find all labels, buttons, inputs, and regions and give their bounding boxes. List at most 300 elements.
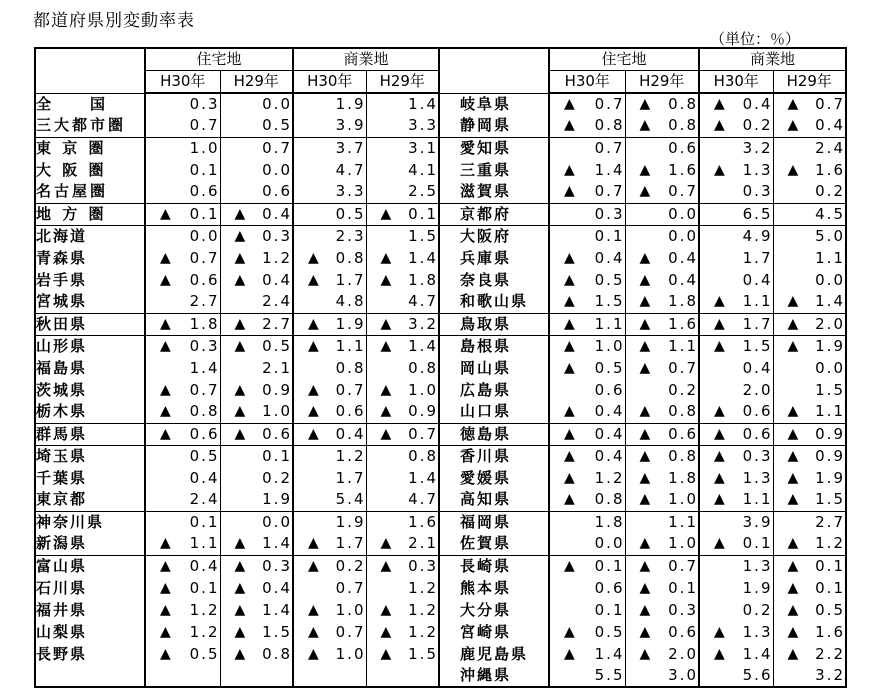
negative-marker: ▲ (639, 469, 651, 486)
negative-marker: ▲ (564, 161, 575, 178)
rate-cell-c30 (293, 665, 366, 687)
rate-cell-c29: 0.8 (366, 357, 439, 379)
rate-value: 1.1 (742, 292, 773, 311)
rate-value: 1.0 (668, 490, 698, 509)
region-name: 東京都 (36, 490, 88, 509)
rate-value: 0.3 (408, 556, 438, 575)
region-name: 群馬県 (35, 423, 145, 445)
rate-value: 2.7 (262, 314, 292, 333)
rate-cell-r30: 0.1 (145, 159, 220, 181)
rate-cell-r30 (549, 423, 625, 445)
left-com-h29-header: H29年 (366, 71, 439, 94)
table-row (35, 247, 846, 269)
table-row (35, 203, 846, 225)
rate-cell-r30 (145, 643, 220, 665)
negative-marker: ▲ (234, 645, 246, 662)
rate-cell-r29: 2.4 (220, 291, 293, 313)
rate-cell-c29: 4.7 (366, 489, 439, 511)
rate-value: 0.1 (815, 556, 845, 575)
right-res-h30-header: H30年 (549, 71, 625, 94)
rate-cell-r29 (625, 489, 699, 511)
rate-value: 1.2 (594, 468, 625, 487)
rate-cell-c30: 0.5 (293, 203, 366, 225)
negative-marker: ▲ (564, 271, 575, 288)
negative-marker: ▲ (160, 425, 171, 442)
rate-value: 1.0 (262, 402, 292, 421)
rate-cell-c30: 3.2 (699, 137, 773, 159)
region-name: 兵庫県 (439, 247, 549, 269)
negative-marker: ▲ (714, 645, 725, 662)
negative-marker: ▲ (308, 403, 319, 420)
rate-cell-c29: 3.2 (773, 665, 846, 687)
rate-value: 1.8 (189, 314, 220, 333)
rate-value: 1.5 (742, 336, 773, 355)
region-name: 山梨県 (36, 622, 88, 641)
rate-cell-r29 (625, 357, 699, 379)
negative-marker: ▲ (160, 579, 171, 596)
rate-value: 1.2 (189, 600, 220, 619)
negative-marker: ▲ (787, 557, 799, 574)
negative-marker: ▲ (564, 645, 575, 662)
rate-cell-r29 (625, 335, 699, 357)
table-row (35, 423, 846, 445)
rate-value: 0.1 (189, 204, 220, 223)
rate-cell-r29: 0.6 (220, 181, 293, 203)
rate-value: 0.4 (189, 556, 220, 575)
rate-cell-r30 (549, 247, 625, 269)
rate-cell-r29: 0.7 (220, 137, 293, 159)
rate-value: 2.0 (668, 644, 698, 663)
rate-cell-r29 (220, 533, 293, 555)
negative-marker: ▲ (380, 623, 392, 640)
rate-cell-c30: 1.7 (293, 467, 366, 489)
rate-cell-r30 (549, 555, 625, 577)
rate-value: 1.4 (262, 534, 292, 553)
rate-value: 1.7 (742, 314, 773, 333)
negative-marker: ▲ (564, 447, 575, 464)
negative-marker: ▲ (234, 557, 246, 574)
rate-value: 1.1 (668, 336, 698, 355)
negative-marker: ▲ (234, 623, 246, 640)
rate-value: 0.5 (594, 358, 625, 377)
corner-cell-right (439, 48, 549, 93)
rate-value: 0.6 (262, 424, 292, 443)
left-res-h30-header: H30年 (145, 71, 220, 94)
rate-cell-r30: 0.5 (145, 445, 220, 467)
negative-marker: ▲ (564, 557, 575, 574)
rate-value: 0.8 (668, 95, 698, 113)
rate-cell-r30 (549, 445, 625, 467)
table-row (35, 401, 846, 423)
left-res-h29-header: H29年 (220, 71, 293, 94)
rate-cell-r30: 0.7 (145, 115, 220, 137)
negative-marker: ▲ (380, 249, 392, 266)
rate-value: 0.1 (408, 204, 438, 223)
region-name: 青森県 (36, 248, 88, 267)
unit-label: （単位：％） (710, 30, 801, 48)
rate-cell-c29: 2.7 (773, 511, 846, 533)
rate-cell-c29 (366, 665, 439, 687)
negative-marker: ▲ (234, 271, 246, 288)
rate-cell-r29 (625, 467, 699, 489)
rate-cell-r30 (549, 269, 625, 291)
negative-marker: ▲ (787, 403, 799, 420)
rate-cell-r30 (549, 159, 625, 181)
rate-value: 1.4 (408, 336, 438, 355)
rate-cell-r30 (549, 181, 625, 203)
left-commercial-header: 商業地 (293, 48, 439, 71)
negative-marker: ▲ (160, 249, 171, 266)
rate-cell-r29 (625, 247, 699, 269)
rate-cell-c30 (699, 533, 773, 555)
rate-cell-c30: 0.8 (293, 357, 366, 379)
negative-marker: ▲ (234, 249, 246, 266)
rate-cell-c29 (773, 467, 846, 489)
rate-cell-c29 (773, 599, 846, 621)
rate-cell-r30 (145, 269, 220, 291)
negative-marker: ▲ (564, 183, 575, 200)
rate-cell-r30: 0.6 (549, 379, 625, 401)
rate-value: 1.1 (742, 490, 773, 509)
rate-cell-c29: 1.6 (366, 511, 439, 533)
rate-cell-r30: 0.7 (549, 137, 625, 159)
negative-marker: ▲ (308, 601, 319, 618)
rate-cell-c29 (773, 159, 846, 181)
negative-marker: ▲ (308, 425, 319, 442)
negative-marker: ▲ (380, 645, 392, 662)
rate-value: 0.4 (742, 95, 773, 113)
table-row (35, 379, 846, 401)
rate-cell-c29 (366, 379, 439, 401)
region-name: 秋田県 (35, 313, 145, 335)
rate-cell-c30: 1.9 (293, 511, 366, 533)
rate-cell-c29 (366, 313, 439, 335)
region-name: 大阪府 (439, 225, 549, 247)
rate-value: 0.4 (335, 424, 366, 443)
rate-cell-r30 (549, 357, 625, 379)
negative-marker: ▲ (787, 645, 799, 662)
rate-cell-c30: 0.4 (699, 357, 773, 379)
table-body (35, 93, 846, 687)
negative-marker: ▲ (380, 205, 392, 222)
rate-cell-r29 (625, 181, 699, 203)
rate-value: 1.6 (668, 160, 698, 179)
negative-marker: ▲ (160, 623, 171, 640)
rate-value: 1.1 (815, 402, 845, 421)
negative-marker: ▲ (787, 601, 799, 618)
rate-cell-r30: 0.0 (145, 225, 220, 247)
rate-cell-r30: 1.4 (145, 357, 220, 379)
table-row (35, 445, 846, 467)
rate-cell-c29: 1.4 (366, 467, 439, 489)
region-name: 福島県 (36, 358, 88, 377)
rate-cell-r29: 0.0 (220, 159, 293, 181)
negative-marker: ▲ (380, 315, 392, 332)
region-name: 地 方 圏 (35, 203, 145, 225)
region-name: 広島県 (439, 379, 549, 401)
rate-cell-r29 (220, 269, 293, 291)
region-name: 岩手県 (36, 270, 88, 289)
rate-cell-c29 (366, 335, 439, 357)
rate-value: 2.1 (408, 534, 438, 553)
table-row (35, 159, 846, 181)
region-name: 徳島県 (439, 423, 549, 445)
right-residential-header: 住宅地 (549, 48, 699, 71)
negative-marker: ▲ (564, 117, 575, 134)
rate-cell-r29: 1.9 (220, 489, 293, 511)
negative-marker: ▲ (564, 403, 575, 420)
rate-cell-c30: 0.7 (293, 577, 366, 599)
region-name: 高知県 (439, 489, 549, 511)
rate-value: 1.0 (408, 380, 438, 399)
region-name: 長崎県 (439, 555, 549, 577)
rate-value: 1.2 (262, 248, 292, 267)
negative-marker: ▲ (787, 447, 799, 464)
negative-marker: ▲ (639, 557, 651, 574)
negative-marker: ▲ (380, 601, 392, 618)
table-row (35, 181, 846, 203)
table-row (35, 599, 846, 621)
rate-value: 0.9 (262, 380, 292, 399)
rate-cell-c29: 1.4 (366, 93, 439, 115)
table-row (35, 291, 846, 313)
rate-cell-c30 (699, 445, 773, 467)
negative-marker: ▲ (234, 601, 246, 618)
rate-cell-r30 (145, 599, 220, 621)
rate-cell-c29 (366, 599, 439, 621)
negative-marker: ▲ (380, 403, 392, 420)
rate-cell-r29: 0.0 (625, 225, 699, 247)
rate-cell-r30 (145, 423, 220, 445)
rate-cell-c30 (293, 335, 366, 357)
rate-value: 1.6 (815, 622, 845, 641)
rate-value: 0.7 (594, 182, 625, 201)
rate-cell-r29 (625, 555, 699, 577)
rate-cell-r30 (549, 335, 625, 357)
rate-cell-r29: 0.1 (220, 445, 293, 467)
rate-value: 0.8 (262, 644, 292, 663)
negative-marker: ▲ (639, 579, 651, 596)
rate-cell-c30 (699, 159, 773, 181)
right-res-h29-header: H29年 (625, 71, 699, 94)
negative-marker: ▲ (714, 535, 725, 552)
rate-cell-c30 (699, 335, 773, 357)
rate-value: 0.3 (262, 226, 292, 245)
negative-marker: ▲ (160, 271, 171, 288)
rate-value: 1.9 (815, 468, 845, 487)
table-row (35, 467, 846, 489)
rate-cell-r30 (549, 93, 625, 115)
rate-value: 0.9 (815, 424, 845, 443)
rate-value: 0.7 (189, 380, 220, 399)
negative-marker: ▲ (714, 425, 725, 442)
rate-cell-r29 (220, 401, 293, 423)
rate-cell-r30 (549, 115, 625, 137)
rate-value: 1.4 (262, 600, 292, 619)
region-name: 佐賀県 (439, 533, 549, 555)
rate-value: 0.6 (668, 424, 698, 443)
region-name: 全 国 (35, 93, 145, 115)
table-row (35, 511, 846, 533)
rate-cell-c30: 0.4 (699, 269, 773, 291)
rate-value: 1.8 (408, 270, 438, 289)
rate-cell-c29 (366, 643, 439, 665)
corner-cell (35, 48, 145, 93)
rate-cell-r30: 0.4 (145, 467, 220, 489)
negative-marker: ▲ (714, 491, 725, 508)
rate-cell-r30: 0.6 (145, 181, 220, 203)
negative-marker: ▲ (308, 645, 319, 662)
negative-marker: ▲ (787, 315, 799, 332)
rate-cell-c30 (293, 313, 366, 335)
rate-cell-c30 (699, 93, 773, 115)
rate-value: 0.2 (742, 116, 773, 135)
rate-value: 0.4 (594, 248, 625, 267)
region-name: 宮崎県 (439, 621, 549, 643)
rate-cell-c30 (293, 599, 366, 621)
rate-cell-c29: 0.8 (366, 445, 439, 467)
rate-cell-c30: 1.7 (699, 247, 773, 269)
negative-marker: ▲ (787, 337, 799, 354)
rate-value: 2.2 (815, 644, 845, 663)
region-name: 香川県 (439, 445, 549, 467)
region-name: 新潟県 (36, 534, 88, 553)
region-name: 熊本県 (439, 577, 549, 599)
rate-cell-r29: 0.0 (625, 203, 699, 225)
rate-value: 1.1 (594, 314, 625, 333)
rate-value: 1.9 (335, 314, 366, 333)
rate-cell-c29 (773, 115, 846, 137)
rate-cell-c30 (293, 533, 366, 555)
negative-marker: ▲ (308, 557, 319, 574)
negative-marker: ▲ (308, 337, 319, 354)
rate-value: 1.5 (408, 644, 438, 663)
rate-cell-c30: 3.3 (293, 181, 366, 203)
rate-value: 1.4 (742, 644, 773, 663)
region-name: 富山県 (35, 555, 145, 577)
rate-cell-c30 (293, 621, 366, 643)
table-row (35, 577, 846, 599)
rate-value: 1.6 (668, 314, 698, 333)
negative-marker: ▲ (639, 645, 651, 662)
rate-value: 0.4 (262, 578, 292, 597)
rate-cell-r29 (220, 577, 293, 599)
negative-marker: ▲ (234, 381, 246, 398)
negative-marker: ▲ (787, 623, 799, 640)
rate-cell-c30: 5.4 (293, 489, 366, 511)
left-com-h30-header: H30年 (293, 71, 366, 94)
rate-cell-c30: 3.9 (293, 115, 366, 137)
rate-value: 1.4 (815, 292, 845, 311)
rate-cell-c29: 3.1 (366, 137, 439, 159)
negative-marker: ▲ (714, 315, 725, 332)
rate-value: 0.9 (815, 446, 845, 465)
rate-value: 0.7 (668, 182, 698, 201)
rate-cell-c30 (699, 489, 773, 511)
region-name: 奈良県 (439, 269, 549, 291)
rate-cell-c29: 4.1 (366, 159, 439, 181)
rate-value: 0.5 (189, 644, 220, 663)
rate-cell-c29 (773, 313, 846, 335)
rate-value: 0.5 (815, 600, 845, 619)
negative-marker: ▲ (639, 491, 651, 508)
rate-value: 0.8 (594, 116, 625, 135)
rate-cell-r29 (625, 621, 699, 643)
region-name: 滋賀県 (439, 181, 549, 203)
negative-marker: ▲ (639, 447, 651, 464)
rate-cell-r30: 0.6 (549, 577, 625, 599)
negative-marker: ▲ (160, 645, 171, 662)
rate-cell-r30: 0.3 (549, 203, 625, 225)
rate-cell-c30: 0.2 (699, 599, 773, 621)
rate-cell-c30 (699, 313, 773, 335)
table-row (35, 225, 846, 247)
negative-marker: ▲ (787, 425, 799, 442)
rate-value: 0.4 (594, 446, 625, 465)
region-name: 鹿児島県 (439, 643, 549, 665)
rate-cell-r30: 2.4 (145, 489, 220, 511)
rate-value: 0.6 (742, 402, 773, 421)
rate-cell-r30 (549, 467, 625, 489)
rate-cell-c30: 1.9 (293, 93, 366, 115)
rate-cell-c29 (773, 643, 846, 665)
negative-marker: ▲ (308, 381, 319, 398)
negative-marker: ▲ (787, 161, 799, 178)
rate-cell-c30: 2.3 (293, 225, 366, 247)
rate-cell-r30 (549, 313, 625, 335)
rate-cell-c29: 1.1 (773, 247, 846, 269)
rate-cell-c29 (366, 203, 439, 225)
negative-marker: ▲ (380, 535, 392, 552)
rate-cell-r29: 0.2 (220, 467, 293, 489)
negative-marker: ▲ (787, 117, 799, 134)
table-row (35, 269, 846, 291)
negative-marker: ▲ (714, 623, 725, 640)
negative-marker: ▲ (234, 403, 246, 420)
rate-cell-c30 (699, 621, 773, 643)
rate-cell-r30 (145, 247, 220, 269)
negative-marker: ▲ (564, 249, 575, 266)
rate-cell-c29 (773, 335, 846, 357)
negative-marker: ▲ (639, 117, 651, 134)
region-name: 愛知県 (439, 137, 549, 159)
negative-marker: ▲ (639, 293, 651, 310)
rate-cell-c30 (293, 423, 366, 445)
region-name: 鳥取県 (439, 313, 549, 335)
region-name: 神奈川県 (35, 511, 145, 533)
negative-marker: ▲ (564, 491, 575, 508)
region-name: 大 阪 圏 (36, 160, 107, 179)
negative-marker: ▲ (564, 96, 575, 112)
rate-table (34, 47, 847, 688)
rate-cell-c30 (293, 379, 366, 401)
rate-cell-r29 (625, 599, 699, 621)
table-row (35, 115, 846, 137)
negative-marker: ▲ (639, 359, 651, 376)
table-row (35, 137, 846, 159)
rate-cell-c30 (699, 643, 773, 665)
rate-value: 0.1 (594, 556, 625, 575)
region-name (35, 665, 145, 687)
negative-marker: ▲ (564, 315, 575, 332)
rate-cell-r30: 0.1 (549, 225, 625, 247)
rate-value: 0.8 (668, 446, 698, 465)
negative-marker: ▲ (160, 205, 171, 222)
table-row (35, 335, 846, 357)
rate-cell-c30: 1.2 (293, 445, 366, 467)
rate-cell-c30: 5.6 (699, 665, 773, 687)
negative-marker: ▲ (714, 161, 725, 178)
